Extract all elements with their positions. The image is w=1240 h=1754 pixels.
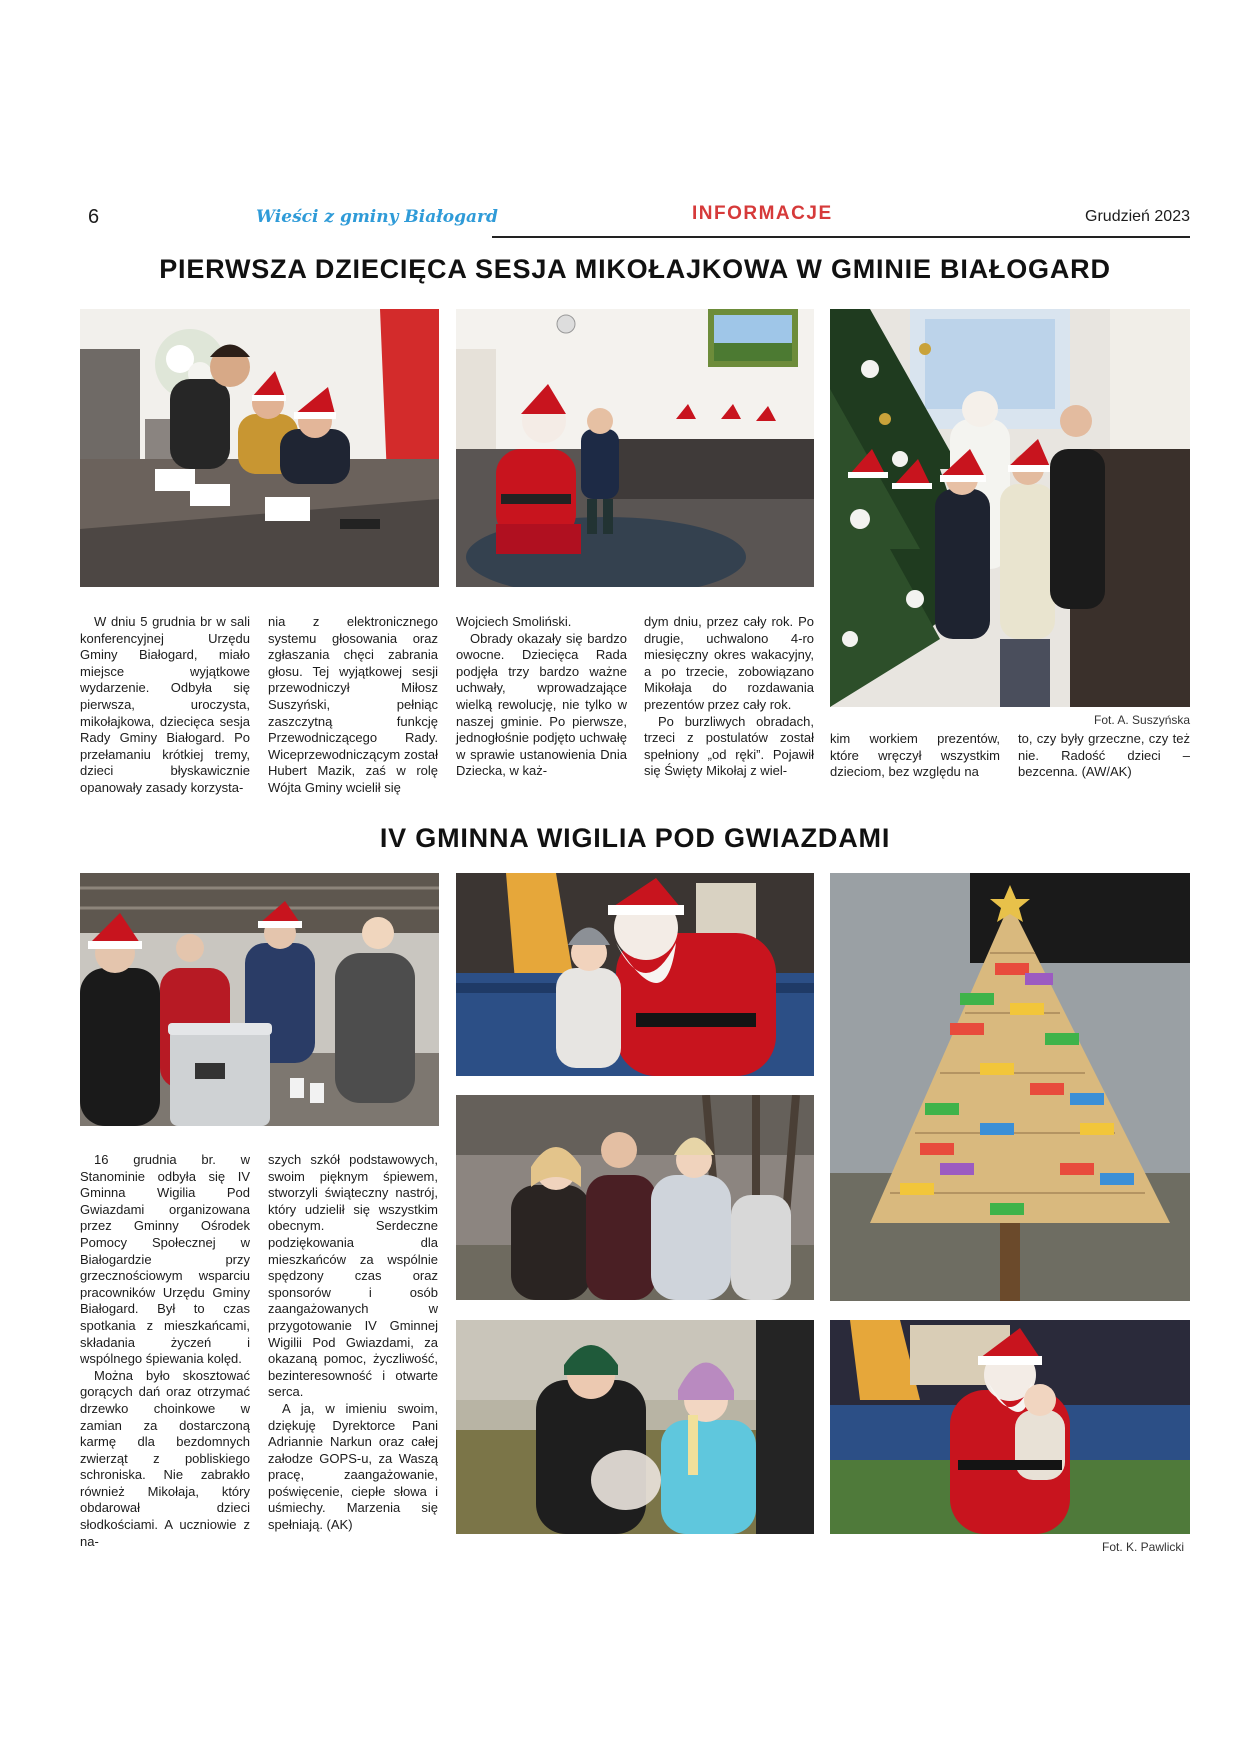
- article2-column-1: [80, 1152, 250, 1550]
- article2-column-2-p1: szych szkół podstawowych, swoim pięknym śpiewem, stworzyli świąteczny nastrój, który udzielił się wszystkim obecnym. Serdeczne podziękowania dla mieszkańców za wspólnie spędzony czas oraz sponsorów i osób zaangażowanych w przygotowanie IV Gminnej Wigilii Pod Gwiazdami, za okazaną pomoc, życzliwość, bezinteresowność i otwarte serca.: [268, 1152, 438, 1400]
- article1-column-4-p1: dym dniu, przez cały rok. Po drugie, uchwalono 4-ro miesięczny okres wakacyjny, a po trzecie, zobowiązano Mikołaja do rozdawania prezentów przez cały rok.: [644, 614, 814, 712]
- photo-santa-with-baby: [830, 1320, 1190, 1534]
- page-number: 6: [88, 206, 100, 228]
- photo-wooden-tree-board: [830, 873, 1190, 1301]
- article1-column-2: nia z elektronicznego systemu głosowania oraz zgłaszania chęci zabrania głosu. Tej wyjątkowej sesji przewodniczył Miłosz Suszyński, pełniąc zaszczytną funkcję Przewodniczącego Rady. Wiceprzewodniczącym został Hubert Mazik, zaś w rolę Wójta Gminy wcielił się: [268, 614, 438, 795]
- article1-column-3-p2: Obrady okazały się bardzo owocne. Dziecięca Rada podjęła trzy bardzo ważne uchwały, wprowadzające wielką rewolucję, nie tylko w naszej gminie. Po pierwsze, jednogłośnie podjęto uchwałę w sprawie ustanowienia Dnia Dziecka, w każ-: [456, 630, 627, 779]
- masthead: Wieści z gminy Białogard: [256, 207, 498, 227]
- article1-column-5: kim workiem prezentów, które wręczył wszystkim dzieciom, bez względu na: [830, 731, 1000, 780]
- photo-credit-1: Fot. A. Suszyńska: [1094, 713, 1191, 727]
- article1-column-4: [644, 614, 814, 780]
- article2-title: IV GMINNA WIGILIA POD GWIAZDAMI: [379, 823, 891, 853]
- photo-children-with-gifts: [456, 1320, 814, 1534]
- photo-santa-council: [456, 309, 814, 587]
- article2-column-2-p2: A ja, w imieniu swoim, dziękuję Dyrektorce Pani Adriannie Narkun oraz całej załodze GOPS-u, za Waszą pracę, zaangażowanie, poświęcenie, ciepłe słowa i uśmiechy. Marzenia się spełniają. (AK): [268, 1400, 438, 1533]
- photo-christmas-tree-children: [830, 309, 1190, 707]
- article1-title: PIERWSZA DZIECIĘCA SESJA MIKOŁAJKOWA W GMINIE BIAŁOGARD: [159, 254, 1111, 284]
- article1-column-1: W dniu 5 grudnia br w sali konferencyjnej Urzędu Gminy Białogard, miało miejsce wyjątkowe wydarzenie. Odbyła się pierwsza, uroczysta, mikołajkowa, dziecięca sesja Rady Gminy Białogard. Po przełamaniu krótkiej tremy, dzieci błyskawicznie opanowały zasady korzysta-: [80, 614, 250, 795]
- photo-residents-group: [456, 1095, 814, 1300]
- article2-column-1-p1: 16 grudnia br. w Stanominie odbyła się IV Gminna Wigilia Pod Gwiazdami organizowana przez Gminny Ośrodek Pomocy Społecznej w Białogardzie przy grzecznościowym wsparciu pracowników Urzędu Gminy Białogard. Był to czas spotkania z mieszkańcami, składania życzeń i wspólnego śpiewania kolęd.: [80, 1152, 250, 1367]
- article2-column-2: [268, 1152, 438, 1534]
- photo-hot-food-serving: [80, 873, 439, 1126]
- section-label: INFORMACJE: [692, 203, 833, 224]
- photo-council-children: [80, 309, 439, 587]
- photo-credit-2: Fot. K. Pawlicki: [1102, 1540, 1185, 1554]
- article1-column-6: to, czy były grzeczne, czy też nie. Radość dzieci – bezcenna. (AW/AK): [1018, 731, 1190, 780]
- photo-santa-with-child: [456, 873, 814, 1076]
- article1-column-3-p1: Wojciech Smoliński.: [456, 614, 572, 629]
- page-header: [80, 200, 1190, 240]
- issue-date: Grudzień 2023: [1085, 208, 1190, 225]
- article1-column-3: [456, 614, 627, 780]
- header-rule: [492, 236, 1190, 238]
- article1-column-4-p2: Po burzliwych obradach, trzeci z postulatów został spełniony „od ręki”. Pojawił się Święty Mikołaj z wiel-: [644, 713, 814, 779]
- article2-column-1-p2: Można było skosztować gorących dań oraz otrzymać drzewko choinkowe w zamian za dostarczoną karmę dla bezdomnych zwierząt z pobliskiego schroniska. Nie zabrakło również Mikołaja, który obdarował dzieci słodkościami. A uczniowie z na-: [80, 1367, 250, 1549]
